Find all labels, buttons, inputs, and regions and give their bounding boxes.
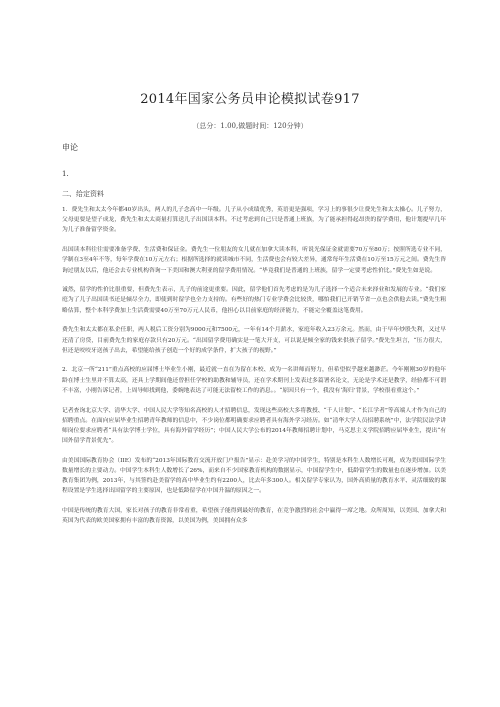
paragraph-5: 2．北京一所“211”重点高校的应届博士毕业生小刚，最近就一直在为留在本校、成为一名讲师而努力，但希望似乎越来越渺茫。今年刚刚30岁的他年龄在博士生里并不算太高，还具上学期间他还曾担任学校的助教和辅导员，还在学术期刊上发表过多篇署名论文，无论是学术还是教学，经验都不可谓不丰富，小刚告诉记者，上周导师找到他，委婉地表达了可能无法留校工作的消息。。“原因只有一个，我没有‘海归’背景，学校很看重这个。”: [62, 367, 446, 394]
subsection-heading: 二、给定资料: [62, 190, 104, 198]
paragraph-4: 费先生和太太都在私企任职，两人税后工资分别为9000元和7500元，一年有14个月薪水，家庭年收入23万余元。然而，由于早年炒股失利，又过早还清了房贷，目前费先生的家庭存款只有20万元。“出国留学费用确实是一笔大开支，可以说是倾全家的钱来供孩子留学。”费先生坦言，“压力很大，但还是咬咬牙送孩子出去，希望能给孩子创造一个好的成学条件，扩大孩子的视野。”: [62, 327, 446, 354]
exam-meta: （总分：1.00,做题时间：120分钟）: [192, 122, 308, 130]
question-number: 1.: [62, 170, 69, 178]
paragraph-3: 诚然，留学的性价比很重要，但费先生表示，儿子的前途更重要。因此，留学他们首先考虑的是为儿子选择一个适合未来择业和发展的专业。“我们家庭为了儿子出国读书还是倾尽全力，即使到时留学也全力支持的。有些好的热门专业学费会比较贵，哪怕我们已开销节省一点也会供他去读。”费先生粗略估算，整个本科学费加上生活费需要40万至70万元人民币，他担心以目前家庭的经济能力，不能完全覆盖这笔费用。: [62, 287, 446, 314]
paragraph-2: 出国读本科往往需要准备学费、生活费和保证金。费先生一位朋友的女儿就在加拿大读本科，听说光保证金就需要70万至80万；按照所选专业不同，学制在3至4年不等，每年学费在10万元左右；根据所选择的就读城市不同，生活费也会有较大差异，通常每年生活费在10万至15万元之间。费先生咨询过朋友以后，他还会去专业机构咨询一下美国和澳大利亚的留学费用情况。“毕竟我们是普通的上班族，留学一定要考虑性价比。”费先生如是说。: [62, 247, 446, 274]
paragraph-7: 由美国国际教育协会（IIE）发布的“2013年国际教育交流开放门户报告”显示：赴美学习的中国学生，特别是本科生人数增长可观，成为美国国际学生数量增长的主要动力。中国学生本科生人数增长了26%，而来自不少国家教育机构的数据显示，中国留学生中，低龄留学生的数量也在逐步增加。以美教育集团为例，2013年，与其签约赴美留学的高中毕业生约有2200人，比去年多300人。相关留学专家认为，国外高质量的教育水平、灵活细致的课程设置是学生选择出国留学的主要原因，也是低龄留学在中国升温的原因之一。: [62, 457, 446, 495]
page-title: 2014年国家公务员申论模拟试卷917: [140, 92, 360, 107]
paragraph-6: 记者查询北京大学、清华大学、中国人民大学等知名高校的人才招聘信息，发现这些高校大多将教授、“千人计划”、“长江学者”等高端人才作为自己的招聘重点。在面向应届毕业生招聘青年教师的信息中，不少岗位都明确要求应聘者具有海外学习经历。如“清华大学人员招聘系统”中，法学院民法学讲师岗位要求应聘者“具有法学博士学位，具有海外留学经历”；中国人民大学公布的2014年教师招聘计划中，马克思主义学院招聘应届毕业生，提出“有国外留学背景优先”。: [62, 407, 446, 445]
material-body: [62, 205, 446, 536]
section-heading: 申论: [62, 143, 78, 152]
paragraph-1: 1．费先生和太太今年都40岁出头，两人的儿子念高中一年级。儿子从小成绩优秀，英语更是强项，学习上的事很少让费先生和太太操心。儿子努力，父母更要是望子成龙，费先生和太太商量打算送儿子出国读本科。不过考虑到自己只是普通上班族，为了能承担得起昂贵的留学费用，他计划提早几年为儿子准备留学资金。: [62, 207, 446, 234]
paragraph-8: 中国是传统的教育大国，家长对孩子的教育非常看重，希望孩子能得到最好的教育，在竞争激烈的社会中赢得一席之地。众所周知，以美国、加拿大和英国为代表的欧美国家拥有丰富的教育资源，以美国为例，美国拥有众多: [62, 508, 446, 525]
